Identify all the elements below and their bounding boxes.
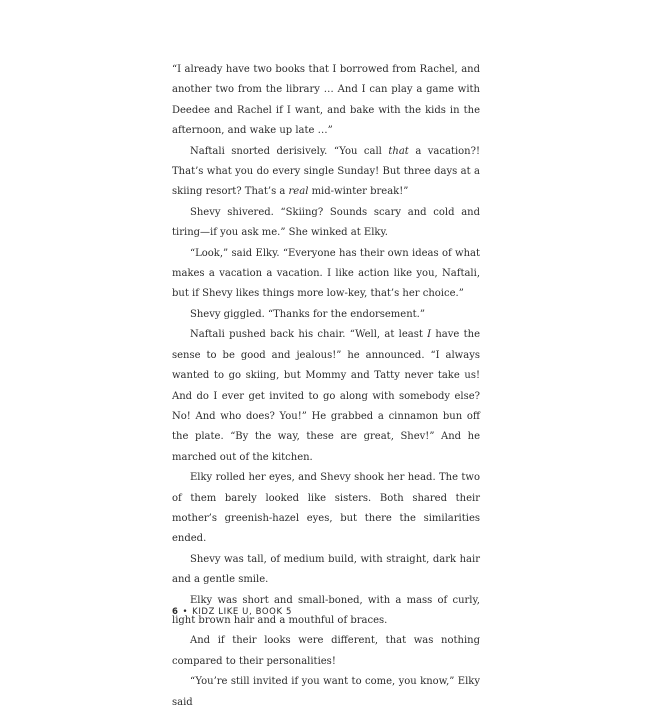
paragraph [172, 60, 480, 142]
paragraph-text: mid-winter break!” [308, 186, 409, 198]
paragraph-text: Elky was short and small-boned, with a mass of curly, light brown hair and a mouthful of braces. [172, 594, 480, 626]
paragraph-text: “You’re still invited if you want to come, you know,” Elky said [172, 676, 480, 708]
paragraph [172, 550, 480, 591]
paragraph [172, 142, 480, 203]
footer-separator: • [182, 607, 189, 617]
paragraph [172, 325, 480, 468]
paragraph-text: Shevy shivered. “Skiing? Sounds scary and cold and tiring—if you ask me.” She winked at Elky. [172, 206, 480, 239]
paragraph [172, 305, 480, 325]
paragraph-text: Naftali pushed back his chair. “Well, at least [190, 329, 428, 341]
page-footer [172, 607, 292, 617]
emphasis-text: I [427, 329, 432, 341]
paragraph-text: And if their looks were different, that was nothing compared to their personalities! [172, 635, 480, 667]
emphasis-text: that [388, 145, 409, 157]
paragraph [172, 672, 480, 713]
paragraph-text: Naftali snorted derisively. “You call [190, 145, 389, 157]
paragraph [172, 203, 480, 244]
paragraph [172, 631, 480, 672]
running-title: KIDZ LIKE U, BOOK 5 [192, 607, 292, 617]
emphasis-text: real [288, 186, 309, 198]
paragraph-text: “I already have two books that I borrowed from Rachel, and another two from the library … And I can play a game with Deedee and Rachel if I want, and bake with the kids in the afternoon, and wake up late …” [172, 64, 480, 137]
page-number: 6 [172, 607, 179, 617]
paragraph-text: have the sense to be good and jealous!” he announced. “I always wanted to go skiing, but Mommy and Tatty never take us! And do I ever get invited to go along with somebody else? No! And who does? You!” He grabbed a cinnamon bun off the plate. “By the way, these are great, Shev!” And he marched out of the kitchen. [172, 329, 480, 463]
paragraph-text: Shevy was tall, of medium build, with straight, dark hair and a gentle smile. [172, 553, 480, 586]
paragraph-text: a vacation?! That’s what you do every single Sunday! But three days at a skiing resort? That’s a [172, 145, 480, 198]
paragraph-text: Elky rolled her eyes, and Shevy shook her head. The two of them barely looked like sisters. Both shared their mother’s greenish-hazel eyes, but there the similarities ended. [172, 472, 480, 545]
paragraph [172, 468, 480, 550]
paragraph-text: “Look,” said Elky. “Everyone has their own ideas of what makes a vacation a vacation. I like action like you, Naftali, but if Shevy likes things more low-key, that’s her choice.” [172, 247, 480, 300]
paragraph [172, 244, 480, 305]
paragraph-text: Shevy giggled. “Thanks for the endorsement.” [190, 308, 425, 320]
